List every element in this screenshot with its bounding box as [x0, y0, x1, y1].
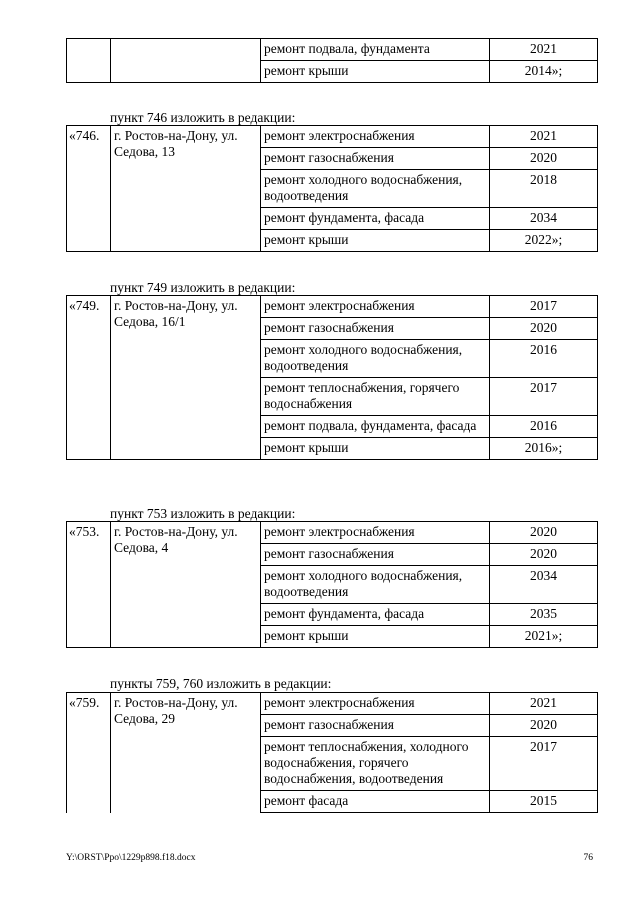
- year-cell: 2020: [490, 715, 598, 737]
- work-cell: ремонт газоснабжения: [261, 318, 490, 340]
- work-cell: ремонт фундамента, фасада: [261, 604, 490, 626]
- section-block: [66, 692, 597, 813]
- work-cell: ремонт крыши: [261, 230, 490, 252]
- year-cell: 2021: [490, 39, 598, 61]
- item-number: «749.: [67, 296, 111, 460]
- item-address: г. Ростов-на-Дону, ул. Седова, 4: [111, 522, 261, 648]
- work-cell: ремонт электроснабжения: [261, 126, 490, 148]
- work-cell: ремонт подвала, фундамента: [261, 39, 490, 61]
- section-block: [66, 125, 597, 252]
- year-cell: 2021»;: [490, 626, 598, 648]
- year-cell: 2016: [490, 340, 598, 378]
- year-cell: 2015: [490, 791, 598, 813]
- work-cell: ремонт электроснабжения: [261, 693, 490, 715]
- work-cell: ремонт электроснабжения: [261, 296, 490, 318]
- footer-page-number: 76: [583, 853, 593, 863]
- year-cell: 2016»;: [490, 438, 598, 460]
- section-intro: пункт 749 изложить в редакции:: [110, 280, 296, 295]
- year-cell: 2014»;: [490, 61, 598, 83]
- work-cell: ремонт газоснабжения: [261, 715, 490, 737]
- section-intro: пункт 753 изложить в редакции:: [110, 506, 296, 521]
- work-cell: ремонт холодного водоснабжения, водоотведения: [261, 170, 490, 208]
- item-address: г. Ростов-на-Дону, ул. Седова, 16/1: [111, 296, 261, 460]
- work-cell: ремонт крыши: [261, 61, 490, 83]
- work-cell: ремонт электроснабжения: [261, 522, 490, 544]
- section-block: [66, 521, 597, 648]
- year-cell: 2020: [490, 148, 598, 170]
- item-number: «746.: [67, 126, 111, 252]
- year-cell: 2020: [490, 522, 598, 544]
- work-cell: ремонт подвала, фундамента, фасада: [261, 416, 490, 438]
- work-cell: ремонт фасада: [261, 791, 490, 813]
- work-cell: ремонт теплоснабжения, горячего водоснабжения: [261, 378, 490, 416]
- work-cell: ремонт фундамента, фасада: [261, 208, 490, 230]
- table-row: [67, 39, 598, 61]
- section-table: [66, 295, 598, 460]
- continuation-table: [66, 38, 598, 83]
- work-cell: ремонт теплоснабжения, холодного водоснабжения, горячего водоснабжения, водоотведения: [261, 737, 490, 791]
- table-row: [67, 522, 598, 544]
- year-cell: 2021: [490, 126, 598, 148]
- table-row: [67, 126, 598, 148]
- work-cell: ремонт холодного водоснабжения, водоотведения: [261, 340, 490, 378]
- year-cell: 2034: [490, 208, 598, 230]
- continuation-block: [66, 38, 597, 83]
- year-cell: 2035: [490, 604, 598, 626]
- year-cell: 2016: [490, 416, 598, 438]
- table-row: [67, 296, 598, 318]
- year-cell: 2021: [490, 693, 598, 715]
- work-cell: ремонт газоснабжения: [261, 148, 490, 170]
- work-cell: ремонт холодного водоснабжения, водоотведения: [261, 566, 490, 604]
- section-block: [66, 295, 597, 460]
- footer-file-path: Y:\ORST\Ppo\1229p898.f18.docx: [66, 853, 196, 863]
- year-cell: 2017: [490, 296, 598, 318]
- year-cell: 2020: [490, 544, 598, 566]
- section-table: [66, 692, 598, 813]
- year-cell: 2020: [490, 318, 598, 340]
- year-cell: 2018: [490, 170, 598, 208]
- year-cell: 2017: [490, 378, 598, 416]
- year-cell: 2022»;: [490, 230, 598, 252]
- number-cell: [67, 39, 111, 83]
- section-intro: пункты 759, 760 изложить в редакции:: [110, 676, 332, 691]
- work-cell: ремонт крыши: [261, 626, 490, 648]
- item-number: «759.: [67, 693, 111, 813]
- section-intro: пункт 746 изложить в редакции:: [110, 110, 296, 125]
- year-cell: 2034: [490, 566, 598, 604]
- year-cell: 2017: [490, 737, 598, 791]
- section-table: [66, 521, 598, 648]
- work-cell: ремонт газоснабжения: [261, 544, 490, 566]
- work-cell: ремонт крыши: [261, 438, 490, 460]
- item-address: г. Ростов-на-Дону, ул. Седова, 13: [111, 126, 261, 252]
- item-number: «753.: [67, 522, 111, 648]
- address-cell: [111, 39, 261, 83]
- table-row: [67, 693, 598, 715]
- section-table: [66, 125, 598, 252]
- item-address: г. Ростов-на-Дону, ул. Седова, 29: [111, 693, 261, 813]
